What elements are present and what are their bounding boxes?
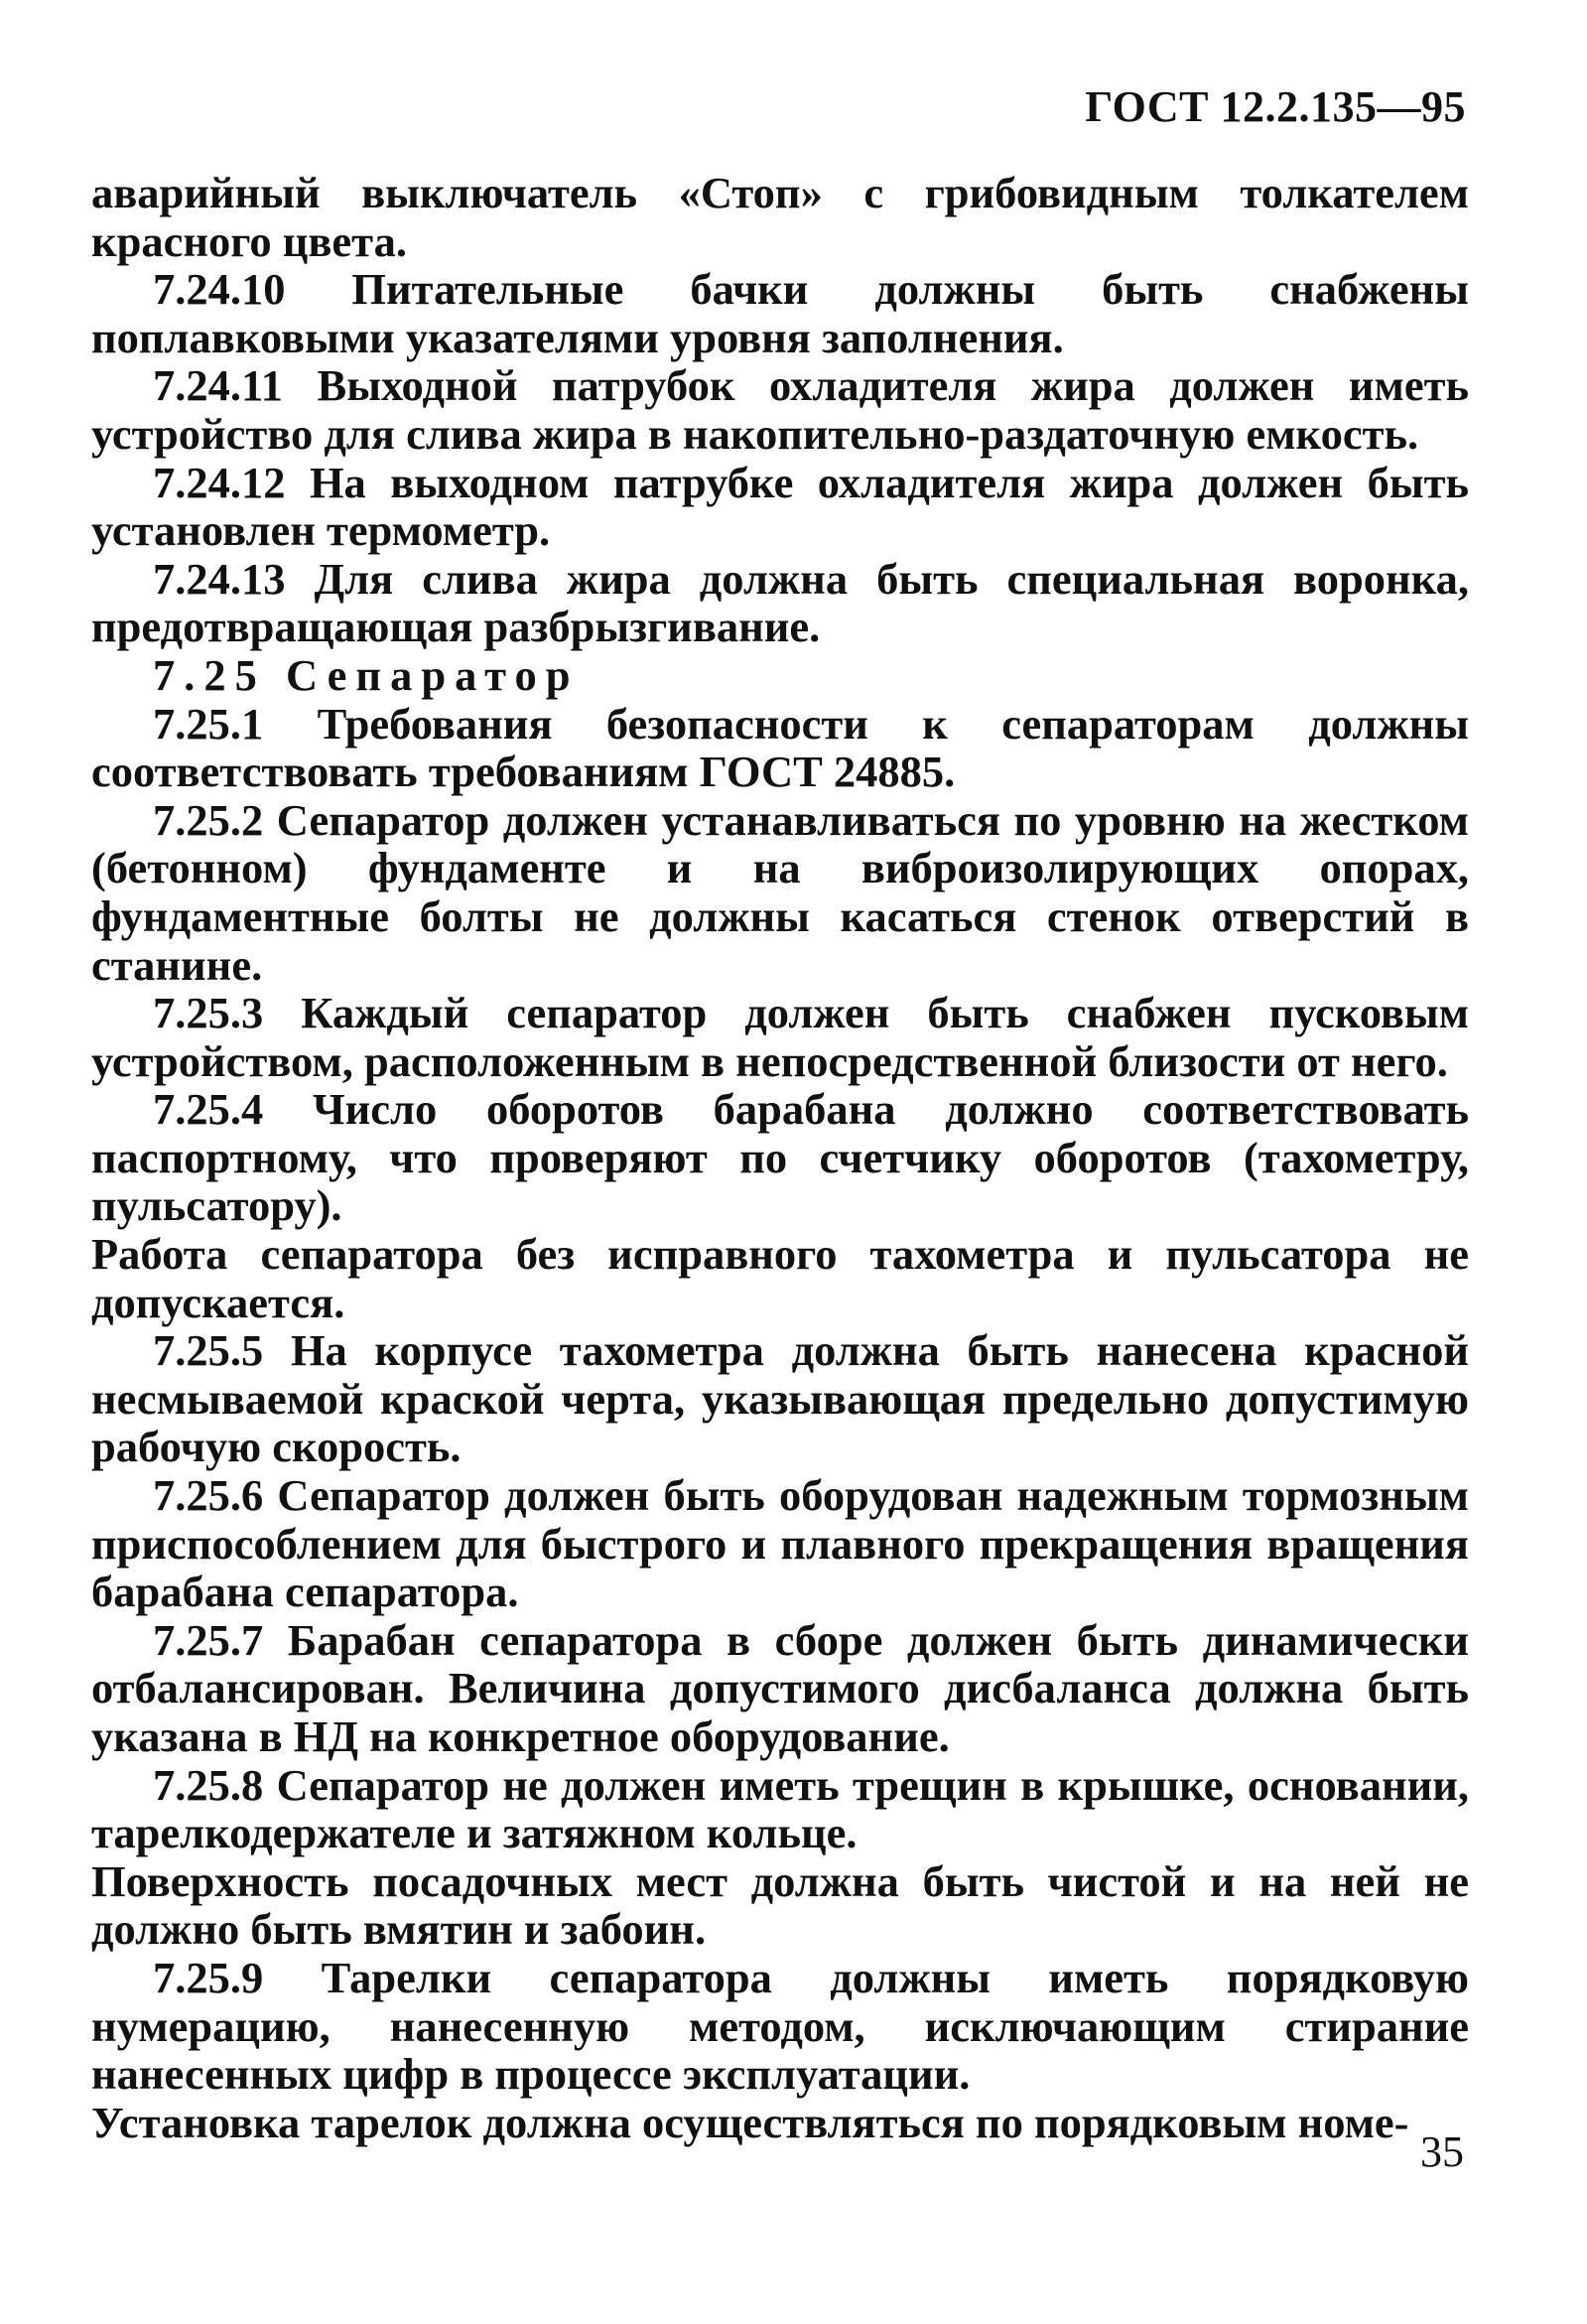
paragraph: 7.25.8 Сепаратор не должен иметь трещин в крышке, основании, тарелкодержателе и затяжном кольце. [91,1759,1469,1858]
paragraph: 7.24.13 Для слива жира должна быть специальная воронка, предотвращающая разбрызгивание. [91,553,1469,652]
paragraph: 7.25.1 Требования безопасности к сепараторам должны соответствовать требованиям ГОСТ 24885. [91,698,1469,797]
paragraph: 7.24.10 Питательные бачки должны быть снабжены поплавковыми указателями уровня заполнения. [91,264,1469,362]
paragraph: 7.25.6 Сепаратор должен быть оборудован надежным тормозным приспособлением для быстрого и плавного прекращения вращения барабана сепаратора. [91,1470,1469,1617]
paragraph: Установка тарелок должна осуществляться по порядковым номе- [91,2097,1409,2147]
paragraph: 7.24.11 Выходной патрубок охладителя жира должен иметь устройство для слива жира в накопительно-раздаточную емкость. [91,360,1469,459]
page-number: 35 [1420,2127,1464,2176]
paragraph: 7.25.3 Каждый сепаратор должен быть снабжен пусковым устройством, расположенным в непосредственной близости от него. [91,988,1469,1086]
paragraph: 7.25.5 На корпусе тахометра должна быть нанесена красной несмываемой краской черта, указывающая предельно допустимую рабочую скорость. [91,1325,1469,1472]
paragraph: 7.25.2 Сепаратор должен устанавливаться по уровню на жестком (бетонном) фундаменте и на виброизолирующих опорах, фундаментные болты не должны касаться стенок отверстий в станине. [91,794,1469,990]
paragraph: Работа сепаратора без исправного тахометра и пульсатора не допускается. [91,1229,1469,1327]
paragraph: 7.24.12 На выходном патрубке охладителя жира должен быть установлен термометр. [91,457,1469,556]
paragraph: Поверхность посадочных мест должна быть чистой и на ней не должно быть вмятин и забоин. [91,1855,1469,1955]
document-body [91,169,1469,2146]
page-header-standard: ГОСТ 12.2.135—95 [1085,82,1466,131]
paragraph: 7.25.7 Барабан сепаратора в сборе должен быть динамически отбалансирован. Величина допустимого дисбаланса должна быть указана в НД на конкретное оборудование. [91,1614,1469,1761]
paragraph: аварийный выключатель «Стоп» с грибовидным толкателем красного цвета. [91,168,1469,266]
paragraph: 7.25.9 Тарелки сепаратора должны иметь порядковую нумерацию, нанесенную методом, исключающим стирание нанесенных цифр в процессе эксплуатации. [91,1952,1469,2100]
section-heading: 7.25 Сепаратор [153,649,580,700]
paragraph: 7.25.4 Число оборотов барабана должно соответствовать паспортному, что проверяют по счетчику оборотов (тахометру, пульсатору). [91,1084,1469,1231]
